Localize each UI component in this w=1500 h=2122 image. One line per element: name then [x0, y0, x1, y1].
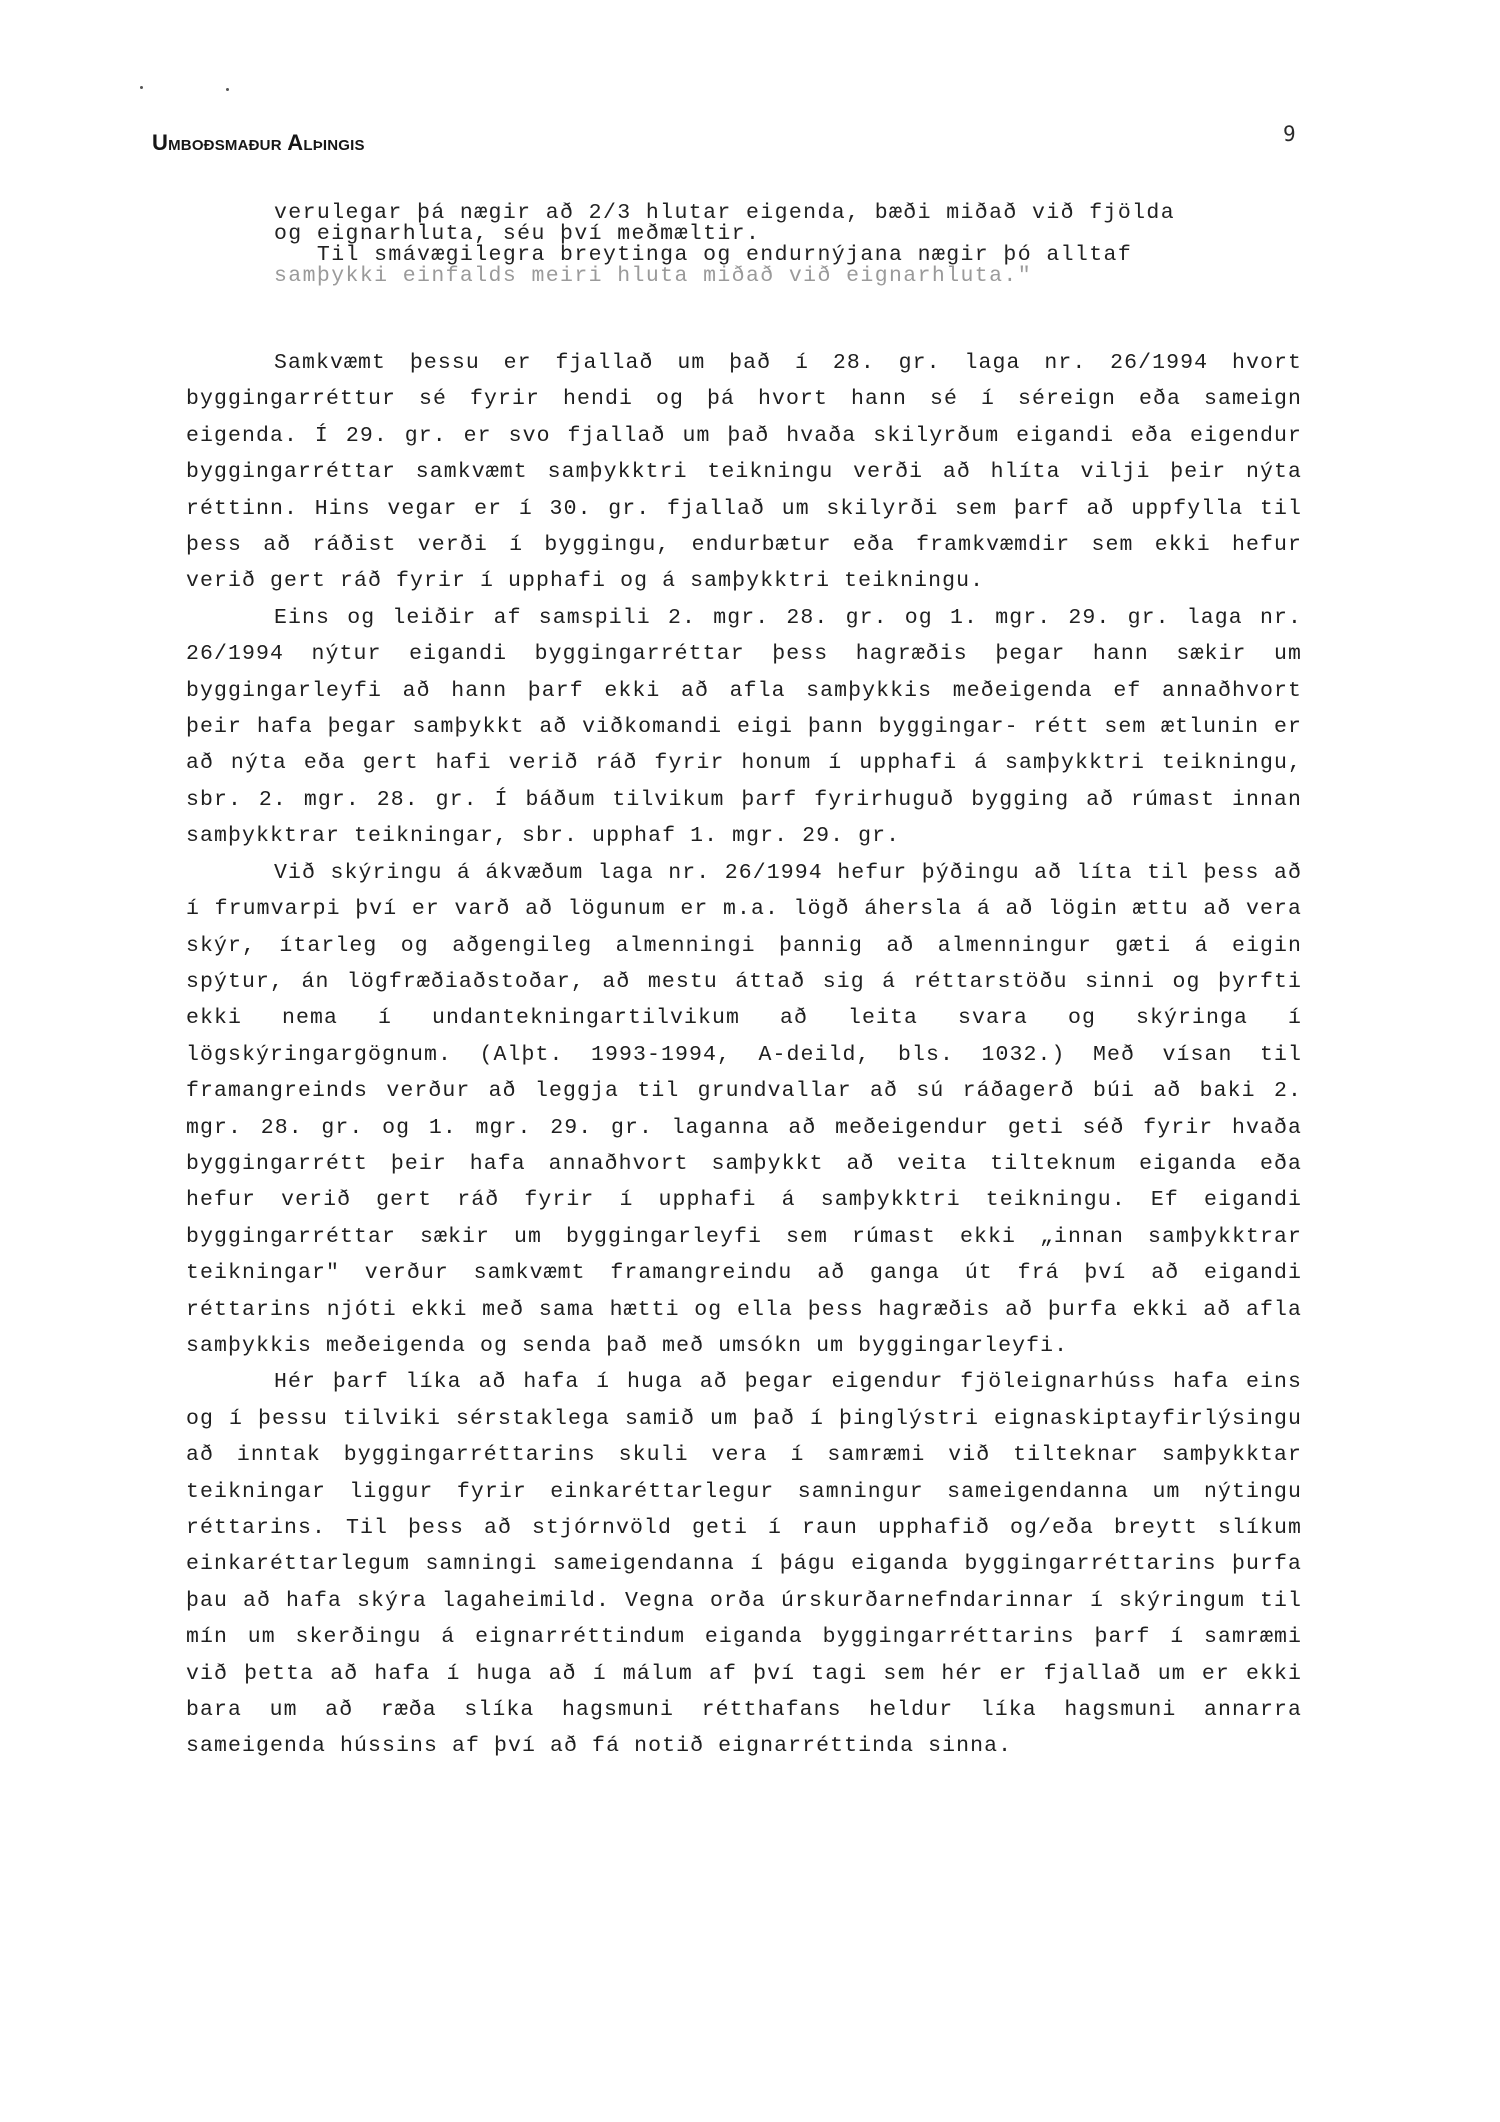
paragraph: Samkvæmt þessu er fjallað um það í 28. gr. laga nr. 26/1994 hvort byggingarréttur sé fyrir hendi og þá hvort hann sé í séreign eða sameign eigenda. Í 29. gr. er svo fjallað um það hvaða skilyrðum eigandi eða eigendur byggingarréttar samkvæmt samþykktri teikningu verði að hlíta vilji þeir nýta réttinn. Hins vegar er í 30. gr. fjallað um skilyrði sem þarf að uppfylla til þess að ráðist verði í byggingu, endurbætur eða framkvæmdir sem ekki hefur verið gert ráð fyrir í upphafi og á samþykktri teikningu. — [186, 351, 1302, 594]
quote-line: samþykki einfalds meiri hluta miðað við eignarhluta." — [274, 264, 1033, 288]
paragraph: Eins og leiðir af samspili 2. mgr. 28. gr. og 1. mgr. 29. gr. laga nr. 26/1994 nýtur eigandi byggingarréttar þess hagræðis þegar hann sækir um byggingarleyfi að hann þarf ekki að afla samþykkis meðeigenda ef annaðhvort þeir hafa þegar samþykkt að viðkomandi eigi þann byggingar- rétt sem ætlunin er að nýta eða gert hafi verið ráð fyrir honum í upphafi á samþykktri teikningu, sbr. 2. mgr. 28. gr. Í báðum tilvikum þarf fyrirhuguð bygging að rúmast innan samþykktrar teikningar, sbr. upphaf 1. mgr. 29. gr. — [186, 605, 1302, 849]
body-text — [186, 345, 1302, 1765]
scan-speck — [140, 86, 143, 89]
quote-line: Til smávægilegra breytinga og endurnýjana nægir þó alltaf — [274, 243, 1133, 267]
paragraph: Við skýringu á ákvæðum laga nr. 26/1994 hefur þýðingu að líta til þess að í frumvarpi því er varð að lögunum er m.a. lögð áhersla á að lögin ættu að vera skýr, ítarleg og aðgengileg almenningi þannig að almenningur gæti á eigin spýtur, án lögfræðiaðstoðar, að mestu áttað sig á réttarstöðu sinni og þyrfti ekki nema í undantekningartilvikum að leita svara og skýringa í lögskýringargögnum. (Alþt. 1993-1994, A-deild, bls. 1032.) Með vísan til framangreinds verður að leggja til grundvallar að sú ráðagerð búi að baki 2. mgr. 28. gr. og 1. mgr. 29. gr. laganna að meðeigendur geti séð fyrir hvaða byggingarrétt þeir hafa annaðhvort samþykkt að veita tilteknum eiganda eða hefur verið gert ráð fyrir í upphafi á samþykktri teikningu. Ef eigandi byggingarréttar sækir um byggingarleyfi sem rúmast ekki „innan samþykktrar teikningar" verður samkvæmt framangreindu að ganga út frá því að eigandi réttarins njóti ekki með sama hætti og ella þess hagræðis að þurfa ekki að afla samþykkis meðeigenda og senda það með umsókn um byggingarleyfi. — [186, 860, 1302, 1358]
running-head: Umboðsmaður Alþingis — [152, 130, 365, 155]
quote-line: og eignarhluta, séu því meðmæltir. — [274, 222, 761, 246]
page-number: 9 — [1283, 122, 1296, 146]
block-quote — [274, 203, 1314, 287]
scan-speck — [226, 88, 229, 91]
paragraph: Hér þarf líka að hafa í huga að þegar eigendur fjöleignarhúss hafa eins og í þessu tilviki sérstaklega samið um það í þinglýstri eignaskiptayfirlýsingu að inntak byggingarréttarins skuli vera í samræmi við tilteknar samþykktar teikningar liggur fyrir einkaréttarlegur samningur sameigendanna um nýtingu réttarins. Til þess að stjórnvöld geti í raun upphafið og/eða breytt slíkum einkaréttarlegum samningi sameigendanna í þágu eiganda byggingarréttarins þurfa þau að hafa skýra lagaheimild. Vegna orða úrskurðarnefndarinnar í skýringum til mín um skerðingu á eignarréttindum eiganda byggingarréttarins þarf í samræmi við þetta að hafa í huga að í málum af því tagi sem hér er fjallað um er ekki bara um að ræða slíka hagsmuni rétthafans heldur líka hagsmuni annarra sameigenda hússins af því að fá notið eignarréttinda sinna. — [186, 1370, 1302, 1759]
quote-line: verulegar þá nægir að 2/3 hlutar eigenda, bæði miðað við fjölda — [274, 201, 1176, 225]
